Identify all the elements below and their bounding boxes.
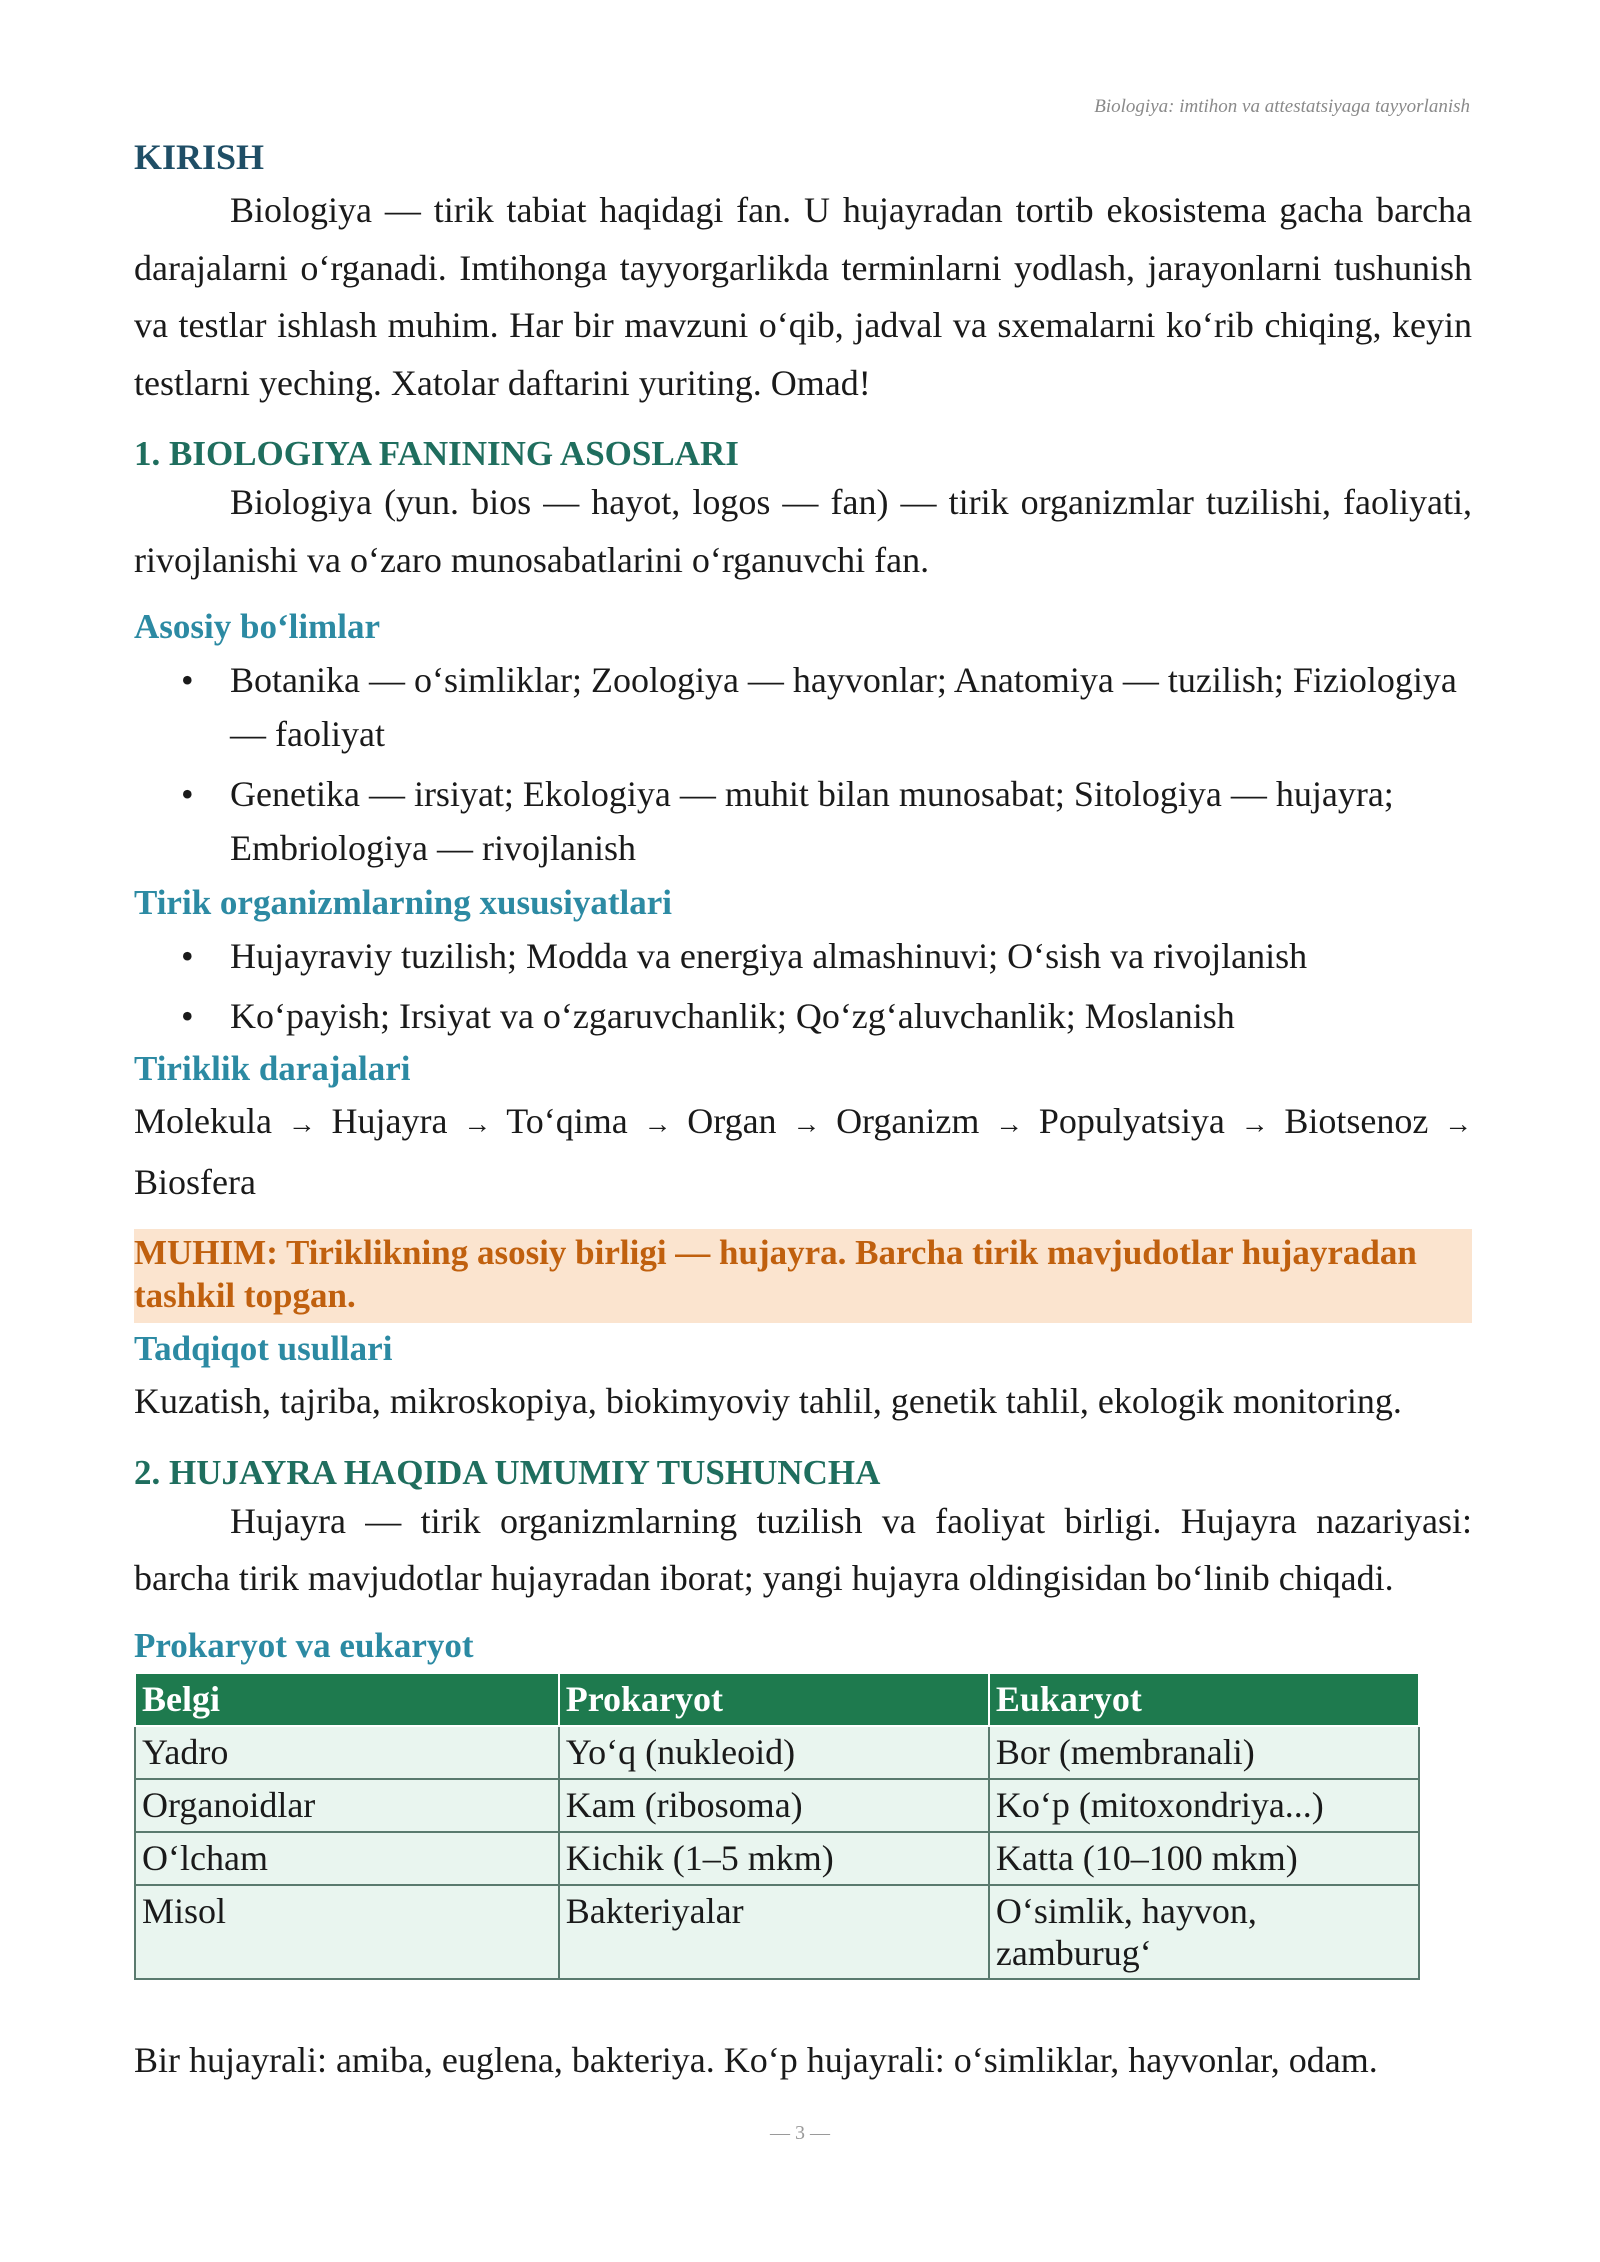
column-header: Eukaryot — [989, 1673, 1419, 1726]
table-cell: Bor (membranali) — [989, 1726, 1419, 1779]
section1-paragraph: Biologiya (yun. bios — hayot, logos — fan) — tirik organizmlar tuzilishi, faoliyati, rivojlanishi va oʻzaro munosabatlarini oʻrganuvchi fan. — [134, 482, 1472, 580]
intro-paragraph: Biologiya — tirik tabiat haqidagi fan. U hujayradan tortib ekosistema gacha barcha darajalarni oʻrganadi. Imtihonga tayyorgarlikda terminlarni yodlash, jarayonlarni tushunish va testlar ishlash muhim. Har bir mavzuni oʻqib, jadval va sxemalarni koʻrib chiqing, keyin testlarni yeching. Xatolar daftarini yuriting. Omad! — [134, 190, 1472, 403]
list-item — [134, 929, 1472, 983]
table-cell: Misol — [135, 1885, 559, 1979]
table-row — [135, 1885, 1419, 1979]
arrow-right-icon: → — [463, 1109, 492, 1140]
arrow-right-icon: → — [643, 1109, 672, 1140]
bullet-icon: • — [181, 936, 194, 976]
section2-heading: 2. HUJAYRA HAQIDA UMUMIY TUSHUNCHA — [134, 1452, 881, 1492]
arrow-right-icon: → — [1240, 1109, 1269, 1140]
branches-list — [134, 653, 1472, 875]
bullet-icon: • — [181, 774, 194, 814]
table-cell: Katta (10–100 mkm) — [989, 1832, 1419, 1885]
list-item-text: Botanika — oʻsimliklar; Zoologiya — hayvonlar; Anatomiya — tuzilish; Fiziologiya — faoliyat — [230, 660, 1457, 754]
arrow-right-icon: → — [287, 1109, 316, 1140]
level-item: Populyatsiya — [1038, 1101, 1225, 1141]
column-header: Prokaryot — [559, 1673, 989, 1726]
arrow-right-icon: → — [1444, 1109, 1473, 1140]
column-header: Belgi — [135, 1673, 559, 1726]
important-callout: MUHIM: Tiriklikning asosiy birligi — hujayra. Barcha tirik mavjudotlar hujayradan tashkil topgan. — [134, 1229, 1472, 1323]
comparison-heading: Prokaryot va eukaryot — [134, 1625, 474, 1665]
levels-chain — [134, 1093, 1472, 1211]
table-cell: Oʻlcham — [135, 1832, 559, 1885]
bullet-icon: • — [181, 660, 194, 700]
level-item: Organizm — [836, 1101, 980, 1141]
list-item — [134, 653, 1472, 761]
methods-heading: Tadqiqot usullari — [134, 1329, 393, 1368]
section1-heading: 1. BIOLOGIYA FANINING ASOSLARI — [134, 434, 739, 473]
running-header: Biologiya: imtihon va attestatsiyaga tayyorlanish — [1094, 96, 1470, 117]
list-item — [134, 989, 1472, 1043]
table-cell: Kam (ribosoma) — [559, 1779, 989, 1832]
table-cell: Yoʻq (nukleoid) — [559, 1726, 989, 1779]
section2-paragraph: Hujayra — tirik organizmlarning tuzilish va faoliyat birligi. Hujayra nazariyasi: barcha tirik mavjudotlar hujayradan iborat; yangi hujayra oldingisidan boʻlinib chiqadi. — [134, 1500, 1472, 1598]
level-item: Toʻqima — [506, 1101, 628, 1141]
methods-text: Kuzatish, tajriba, mikroskopiya, biokimyoviy tahlil, genetik tahlil, ekologik monitoring. — [134, 1381, 1402, 1421]
table-cell: Yadro — [135, 1726, 559, 1779]
level-item: Organ — [687, 1101, 777, 1141]
table-cell: Bakteriyalar — [559, 1885, 989, 1979]
list-item-text: Genetika — irsiyat; Ekologiya — muhit bilan munosabat; Sitologiya — hujayra; Embriologiya — rivojlanish — [230, 774, 1394, 868]
levels-heading: Tiriklik darajalari — [134, 1049, 411, 1088]
table-header-row — [135, 1673, 1419, 1726]
table-row — [135, 1832, 1419, 1885]
branches-heading: Asosiy boʻlimlar — [134, 607, 380, 646]
arrow-right-icon: → — [792, 1109, 821, 1140]
arrow-right-icon: → — [995, 1109, 1024, 1140]
table-cell: Kichik (1–5 mkm) — [559, 1832, 989, 1885]
list-item-text: Hujayraviy tuzilish; Modda va energiya almashinuvi; Oʻsish va rivojlanish — [230, 936, 1308, 976]
list-item-text: Koʻpayish; Irsiyat va oʻzgaruvchanlik; Qoʻzgʻaluvchanlik; Moslanish — [230, 996, 1235, 1036]
level-item: Molekula — [134, 1101, 272, 1141]
table-cell: Oʻsimlik, hayvon, zamburugʻ — [989, 1885, 1419, 1979]
table-cell: Koʻp (mitoxondriya...) — [989, 1779, 1419, 1832]
intro-heading: KIRISH — [134, 137, 265, 177]
closing-text: Bir hujayrali: amiba, euglena, bakteriya. Koʻp hujayrali: oʻsimliklar, hayvonlar, odam. — [134, 2039, 1378, 2080]
page-content — [134, 130, 1472, 2089]
properties-list — [134, 929, 1472, 1043]
bullet-icon: • — [181, 996, 194, 1036]
comparison-table — [134, 1672, 1420, 1980]
level-item: Biotsenoz — [1284, 1101, 1429, 1141]
table-row — [135, 1726, 1419, 1779]
page-number: — 3 — — [770, 2122, 830, 2144]
level-item: Biosfera — [134, 1161, 256, 1202]
list-item — [134, 767, 1472, 875]
table-row — [135, 1779, 1419, 1832]
level-item: Hujayra — [331, 1101, 448, 1141]
properties-heading: Tirik organizmlarning xususiyatlari — [134, 883, 673, 922]
table-cell: Organoidlar — [135, 1779, 559, 1832]
